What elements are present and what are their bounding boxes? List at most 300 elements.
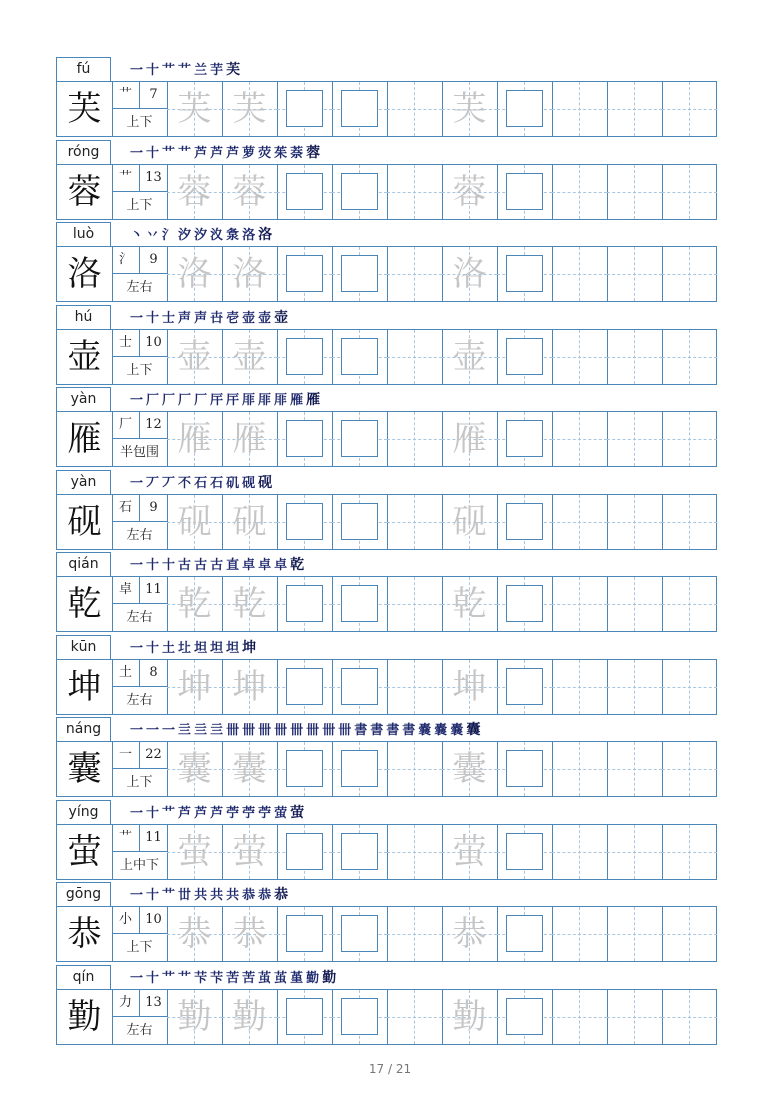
main-character: 洛 — [57, 247, 113, 301]
stroke-step: 十 — [162, 558, 176, 573]
practice-cell[interactable] — [222, 247, 278, 301]
stroke-step: 茧 — [258, 970, 272, 986]
trace-character: 勤 — [177, 996, 212, 1037]
stroke-step: 土 — [162, 640, 176, 656]
writing-box — [286, 420, 323, 457]
practice-cell[interactable] — [167, 82, 223, 136]
writing-box — [506, 585, 543, 622]
writing-box — [286, 255, 323, 292]
stroke-step: 洛 — [258, 227, 273, 243]
stroke-step: 卋 — [210, 310, 224, 326]
writing-grid-row — [56, 989, 717, 1045]
practice-cell[interactable] — [277, 247, 333, 301]
stroke-count: 10 — [140, 907, 167, 934]
stroke-step: 亖 — [178, 723, 192, 738]
practice-cell[interactable] — [387, 495, 443, 549]
stroke-step: 厂 — [162, 393, 176, 408]
stroke-step: 亖 — [210, 723, 224, 738]
stroke-step: 古 — [178, 558, 192, 573]
practice-cell[interactable] — [387, 82, 443, 136]
practice-cell[interactable] — [662, 82, 717, 136]
stroke-step: 丷 — [146, 228, 160, 243]
practice-cell[interactable] — [277, 412, 333, 466]
practice-cell[interactable] — [167, 165, 223, 219]
writing-box — [286, 668, 323, 705]
stroke-step: 芦 — [210, 145, 224, 161]
pinyin-row — [56, 303, 717, 329]
writing-box — [341, 420, 378, 457]
practice-cell[interactable] — [387, 825, 443, 879]
practice-cell[interactable] — [662, 990, 717, 1044]
practice-cell[interactable] — [607, 495, 663, 549]
radical: 卓 — [112, 577, 140, 604]
stroke-step: 十 — [146, 558, 160, 573]
practice-cell[interactable] — [222, 82, 278, 136]
structure-type: 上下 — [126, 197, 153, 213]
writing-box — [506, 338, 543, 375]
stroke-order — [130, 472, 275, 494]
practice-cell[interactable] — [552, 577, 608, 631]
stroke-step: 声 — [194, 310, 208, 326]
character-entry — [56, 303, 717, 386]
stroke-step: 十 — [146, 310, 160, 326]
writing-grid-row — [56, 81, 717, 137]
character-entry — [56, 385, 717, 468]
stroke-step: 十 — [146, 805, 160, 821]
trace-character: 芙 — [232, 89, 267, 129]
stroke-step: 古 — [194, 558, 208, 573]
practice-cell[interactable] — [662, 660, 717, 714]
practice-cell[interactable] — [662, 742, 717, 796]
practice-cell[interactable] — [387, 660, 443, 714]
writing-box — [506, 998, 543, 1035]
structure-type: 上中下 — [119, 857, 159, 873]
pinyin-label: fú — [56, 57, 111, 81]
practice-cell[interactable] — [442, 907, 498, 961]
practice-cell[interactable] — [222, 495, 278, 549]
practice-cell[interactable] — [442, 247, 498, 301]
practice-cell[interactable] — [167, 742, 223, 796]
practice-cell[interactable] — [442, 412, 498, 466]
stroke-step: 厂 — [146, 393, 160, 408]
practice-cell[interactable] — [662, 412, 717, 466]
stroke-step: 艹 — [178, 145, 192, 161]
writing-grid-row — [56, 164, 717, 220]
stroke-step: 汐 — [178, 228, 192, 243]
stroke-step: 苧 — [226, 805, 240, 821]
main-character: 坤 — [57, 660, 113, 714]
trace-character: 恭 — [232, 914, 267, 954]
writing-box — [286, 915, 323, 952]
writing-box — [341, 338, 378, 375]
stroke-step: 嚢 — [418, 723, 432, 738]
character-info — [112, 330, 168, 384]
stroke-count: 13 — [140, 990, 167, 1017]
practice-cell[interactable] — [552, 990, 608, 1044]
writing-box — [341, 998, 378, 1035]
stroke-step: 一 — [130, 888, 144, 903]
writing-box — [286, 90, 323, 127]
practice-cell[interactable] — [442, 495, 498, 549]
practice-cell[interactable] — [167, 660, 223, 714]
stroke-step: 艹 — [162, 970, 176, 986]
practice-cell[interactable] — [497, 577, 553, 631]
trace-character: 恭 — [452, 914, 487, 954]
stroke-step: 茧 — [274, 970, 288, 986]
structure-type: 上下 — [126, 362, 153, 378]
practice-cell[interactable] — [387, 165, 443, 219]
stroke-step: 共 — [210, 888, 224, 903]
practice-cell[interactable] — [607, 990, 663, 1044]
stroke-step: 石 — [210, 475, 224, 491]
main-character: 萤 — [57, 825, 113, 879]
stroke-step: 芦 — [178, 805, 192, 821]
practice-cell[interactable] — [607, 660, 663, 714]
stroke-step: 坦 — [194, 640, 208, 656]
pinyin-row — [56, 880, 717, 906]
writing-grid-row — [56, 411, 717, 467]
practice-cell[interactable] — [442, 577, 498, 631]
trace-character: 壶 — [452, 336, 487, 377]
stroke-order — [130, 967, 339, 989]
practice-cell[interactable] — [222, 660, 278, 714]
practice-cell[interactable] — [552, 660, 608, 714]
practice-cell[interactable] — [662, 165, 717, 219]
stroke-step: 一 — [130, 805, 144, 821]
stroke-step: 卌 — [306, 723, 320, 738]
writing-grid-row — [56, 576, 717, 632]
stroke-step: 卌 — [242, 723, 256, 738]
practice-cell[interactable] — [442, 742, 498, 796]
stroke-step: 石 — [194, 475, 208, 491]
practice-cell[interactable] — [387, 742, 443, 796]
practice-cell[interactable] — [607, 247, 663, 301]
main-character: 雁 — [57, 412, 113, 466]
stroke-step: 士 — [162, 310, 176, 326]
practice-cell[interactable] — [552, 165, 608, 219]
practice-cell[interactable] — [387, 247, 443, 301]
practice-cell[interactable] — [552, 412, 608, 466]
pinyin-row — [56, 138, 717, 164]
stroke-step: 艹 — [178, 970, 192, 986]
practice-cell[interactable] — [497, 247, 553, 301]
structure-type: 上下 — [126, 775, 153, 790]
practice-cell[interactable] — [442, 330, 498, 384]
stroke-step: 丶 — [130, 228, 144, 243]
practice-cell[interactable] — [222, 577, 278, 631]
stroke-step: 卌 — [226, 723, 240, 738]
practice-cell[interactable] — [277, 825, 333, 879]
radical: 艹 — [112, 82, 140, 109]
pinyin-label: náng — [56, 717, 111, 741]
practice-cell[interactable] — [222, 990, 278, 1044]
stroke-step: 矶 — [226, 475, 240, 491]
pinyin-row — [56, 715, 717, 741]
stroke-step: 一 — [162, 723, 176, 738]
stroke-step: 卌 — [322, 723, 336, 738]
stroke-step: 荧 — [258, 145, 272, 161]
stroke-step: 芦 — [226, 145, 240, 161]
writing-box — [506, 833, 543, 870]
stroke-step: 厞 — [242, 393, 256, 408]
stroke-step: 砚 — [242, 475, 256, 491]
practice-cell[interactable] — [387, 330, 443, 384]
writing-box — [506, 750, 543, 787]
stroke-step: 卌 — [258, 723, 272, 738]
trace-character: 芙 — [452, 89, 487, 129]
practice-cell[interactable] — [607, 165, 663, 219]
practice-cell[interactable] — [222, 742, 278, 796]
radical: 厂 — [112, 412, 140, 439]
practice-cell[interactable] — [332, 907, 388, 961]
stroke-step: 一 — [130, 640, 144, 656]
practice-cell[interactable] — [662, 247, 717, 301]
practice-cell[interactable] — [222, 330, 278, 384]
writing-box — [286, 998, 323, 1035]
trace-character: 囊 — [452, 749, 487, 789]
structure-type: 半包围 — [119, 445, 159, 460]
practice-cell[interactable] — [277, 577, 333, 631]
writing-box — [506, 90, 543, 127]
character-info — [112, 660, 168, 714]
practice-cell[interactable] — [332, 495, 388, 549]
stroke-step: 坤 — [242, 639, 257, 656]
structure-type: 左右 — [126, 280, 153, 295]
trace-character: 雁 — [232, 419, 267, 459]
practice-cell[interactable] — [332, 825, 388, 879]
radical: 一 — [112, 742, 140, 769]
practice-cell[interactable] — [552, 907, 608, 961]
stroke-step: 壶 — [274, 309, 289, 326]
writing-box — [341, 255, 378, 292]
stroke-step: 十 — [146, 888, 160, 903]
practice-cell[interactable] — [222, 825, 278, 879]
structure-type: 左右 — [126, 1022, 153, 1038]
stroke-step: 一 — [130, 393, 144, 408]
practice-cell[interactable] — [552, 742, 608, 796]
stroke-count: 8 — [140, 660, 167, 687]
practice-cell[interactable] — [662, 825, 717, 879]
pinyin-label: hú — [56, 305, 111, 329]
trace-character: 囊 — [177, 749, 212, 789]
stroke-step: 艹 — [162, 888, 176, 903]
stroke-order — [130, 637, 259, 659]
practice-cell[interactable] — [332, 577, 388, 631]
stroke-step: 卌 — [274, 723, 288, 738]
practice-cell[interactable] — [277, 742, 333, 796]
practice-cell[interactable] — [607, 412, 663, 466]
radical: 石 — [112, 495, 140, 522]
stroke-step: 勤 — [322, 969, 337, 986]
stroke-step: 厂 — [178, 393, 192, 408]
main-character: 恭 — [57, 907, 113, 961]
trace-character: 恭 — [177, 914, 212, 954]
practice-cell[interactable] — [552, 825, 608, 879]
practice-cell[interactable] — [277, 907, 333, 961]
pinyin-row — [56, 220, 717, 246]
practice-cell[interactable] — [607, 577, 663, 631]
practice-cell[interactable] — [442, 825, 498, 879]
stroke-step: 艹 — [162, 145, 176, 161]
stroke-step: 声 — [178, 310, 192, 326]
practice-cell[interactable] — [442, 660, 498, 714]
practice-cell[interactable] — [332, 330, 388, 384]
practice-cell[interactable] — [497, 82, 553, 136]
trace-character: 萤 — [177, 831, 212, 872]
practice-cell[interactable] — [497, 907, 553, 961]
practice-cell[interactable] — [277, 82, 333, 136]
stroke-step: 卌 — [338, 723, 352, 738]
practice-cell[interactable] — [222, 165, 278, 219]
practice-cell[interactable] — [497, 330, 553, 384]
practice-cell[interactable] — [387, 907, 443, 961]
practice-cell[interactable] — [607, 825, 663, 879]
stroke-count: 11 — [140, 825, 167, 852]
character-entry — [56, 468, 717, 551]
practice-cell[interactable] — [442, 82, 498, 136]
stroke-count: 9 — [140, 495, 167, 522]
practice-cell[interactable] — [662, 907, 717, 961]
practice-cell[interactable] — [332, 247, 388, 301]
practice-cell[interactable] — [167, 495, 223, 549]
practice-cell[interactable] — [552, 247, 608, 301]
stroke-order — [130, 59, 243, 81]
practice-cell[interactable] — [332, 412, 388, 466]
practice-cell[interactable] — [662, 495, 717, 549]
practice-cell[interactable] — [607, 82, 663, 136]
character-entry — [56, 633, 717, 716]
pinyin-label: yíng — [56, 800, 111, 824]
practice-cell[interactable] — [167, 907, 223, 961]
writing-box — [506, 503, 543, 540]
stroke-step: 堇 — [290, 970, 304, 986]
stroke-step: 壱 — [226, 310, 240, 326]
stroke-count: 13 — [140, 165, 167, 192]
writing-box — [286, 750, 323, 787]
radical: 土 — [112, 660, 140, 687]
practice-cell[interactable] — [332, 742, 388, 796]
practice-cell[interactable] — [607, 742, 663, 796]
practice-cell[interactable] — [167, 990, 223, 1044]
pinyin-row — [56, 55, 717, 81]
stroke-count: 10 — [140, 330, 167, 357]
practice-cell[interactable] — [167, 577, 223, 631]
practice-cell[interactable] — [497, 165, 553, 219]
practice-cell[interactable] — [497, 742, 553, 796]
practice-cell[interactable] — [277, 660, 333, 714]
practice-cell[interactable] — [387, 577, 443, 631]
stroke-step: 苧 — [242, 805, 256, 821]
practice-cell[interactable] — [167, 412, 223, 466]
trace-character: 坤 — [232, 666, 267, 707]
practice-cell[interactable] — [497, 495, 553, 549]
stroke-step: 厈 — [226, 393, 240, 408]
stroke-step: 一 — [130, 145, 144, 161]
pinyin-row — [56, 963, 717, 989]
writing-box — [286, 338, 323, 375]
stroke-step: 十 — [146, 63, 160, 78]
practice-cell[interactable] — [387, 990, 443, 1044]
practice-cell[interactable] — [497, 825, 553, 879]
writing-box — [341, 668, 378, 705]
practice-cell[interactable] — [332, 165, 388, 219]
stroke-order — [130, 884, 291, 906]
practice-cell[interactable] — [277, 990, 333, 1044]
trace-character: 萤 — [232, 831, 267, 872]
practice-cell[interactable] — [607, 330, 663, 384]
trace-character: 囊 — [232, 749, 267, 789]
practice-cell[interactable] — [332, 990, 388, 1044]
pinyin-label: luò — [56, 222, 111, 246]
trace-character: 勤 — [452, 996, 487, 1037]
stroke-step: 苦 — [242, 970, 256, 986]
stroke-count: 11 — [140, 577, 167, 604]
practice-cell[interactable] — [497, 412, 553, 466]
practice-cell[interactable] — [387, 412, 443, 466]
writing-grid-row — [56, 659, 717, 715]
stroke-count: 12 — [140, 412, 167, 439]
practice-cell[interactable] — [222, 412, 278, 466]
practice-cell[interactable] — [497, 990, 553, 1044]
stroke-step: 圵 — [178, 640, 192, 656]
practice-cell[interactable] — [662, 330, 717, 384]
stroke-step: 洛 — [242, 228, 256, 243]
practice-cell[interactable] — [552, 330, 608, 384]
practice-cell[interactable] — [167, 825, 223, 879]
trace-character: 萤 — [452, 831, 487, 872]
trace-character: 坤 — [177, 666, 212, 707]
practice-cell[interactable] — [552, 82, 608, 136]
stroke-step: 亖 — [194, 723, 208, 738]
practice-cell[interactable] — [442, 990, 498, 1044]
writing-grid-row — [56, 494, 717, 550]
stroke-step: 嚢 — [434, 723, 448, 738]
stroke-step: 古 — [210, 558, 224, 573]
practice-cell[interactable] — [552, 495, 608, 549]
writing-box — [341, 833, 378, 870]
practice-cell[interactable] — [497, 660, 553, 714]
radical: 力 — [112, 990, 140, 1017]
pinyin-row — [56, 798, 717, 824]
practice-cell[interactable] — [442, 165, 498, 219]
stroke-step: 十 — [146, 970, 160, 986]
structure-type: 上下 — [126, 115, 153, 130]
stroke-step: 苧 — [258, 805, 272, 821]
trace-character: 乾 — [452, 584, 487, 624]
stroke-step: 卓 — [274, 558, 288, 573]
practice-cell[interactable] — [277, 495, 333, 549]
practice-cell[interactable] — [222, 907, 278, 961]
practice-cell[interactable] — [167, 330, 223, 384]
practice-cell[interactable] — [332, 82, 388, 136]
practice-cell[interactable] — [167, 247, 223, 301]
practice-cell[interactable] — [277, 330, 333, 384]
character-info — [112, 577, 168, 631]
stroke-step: 共 — [194, 888, 208, 903]
stroke-step: 厈 — [210, 393, 224, 408]
stroke-step: 芋 — [210, 63, 224, 78]
writing-box — [341, 90, 378, 127]
writing-grid-row — [56, 906, 717, 962]
stroke-step: 直 — [226, 558, 240, 573]
writing-box — [341, 503, 378, 540]
stroke-step: 卓 — [242, 558, 256, 573]
practice-cell[interactable] — [277, 165, 333, 219]
practice-cell[interactable] — [662, 577, 717, 631]
practice-cell[interactable] — [332, 660, 388, 714]
practice-cell[interactable] — [607, 907, 663, 961]
structure-type: 左右 — [126, 527, 153, 543]
